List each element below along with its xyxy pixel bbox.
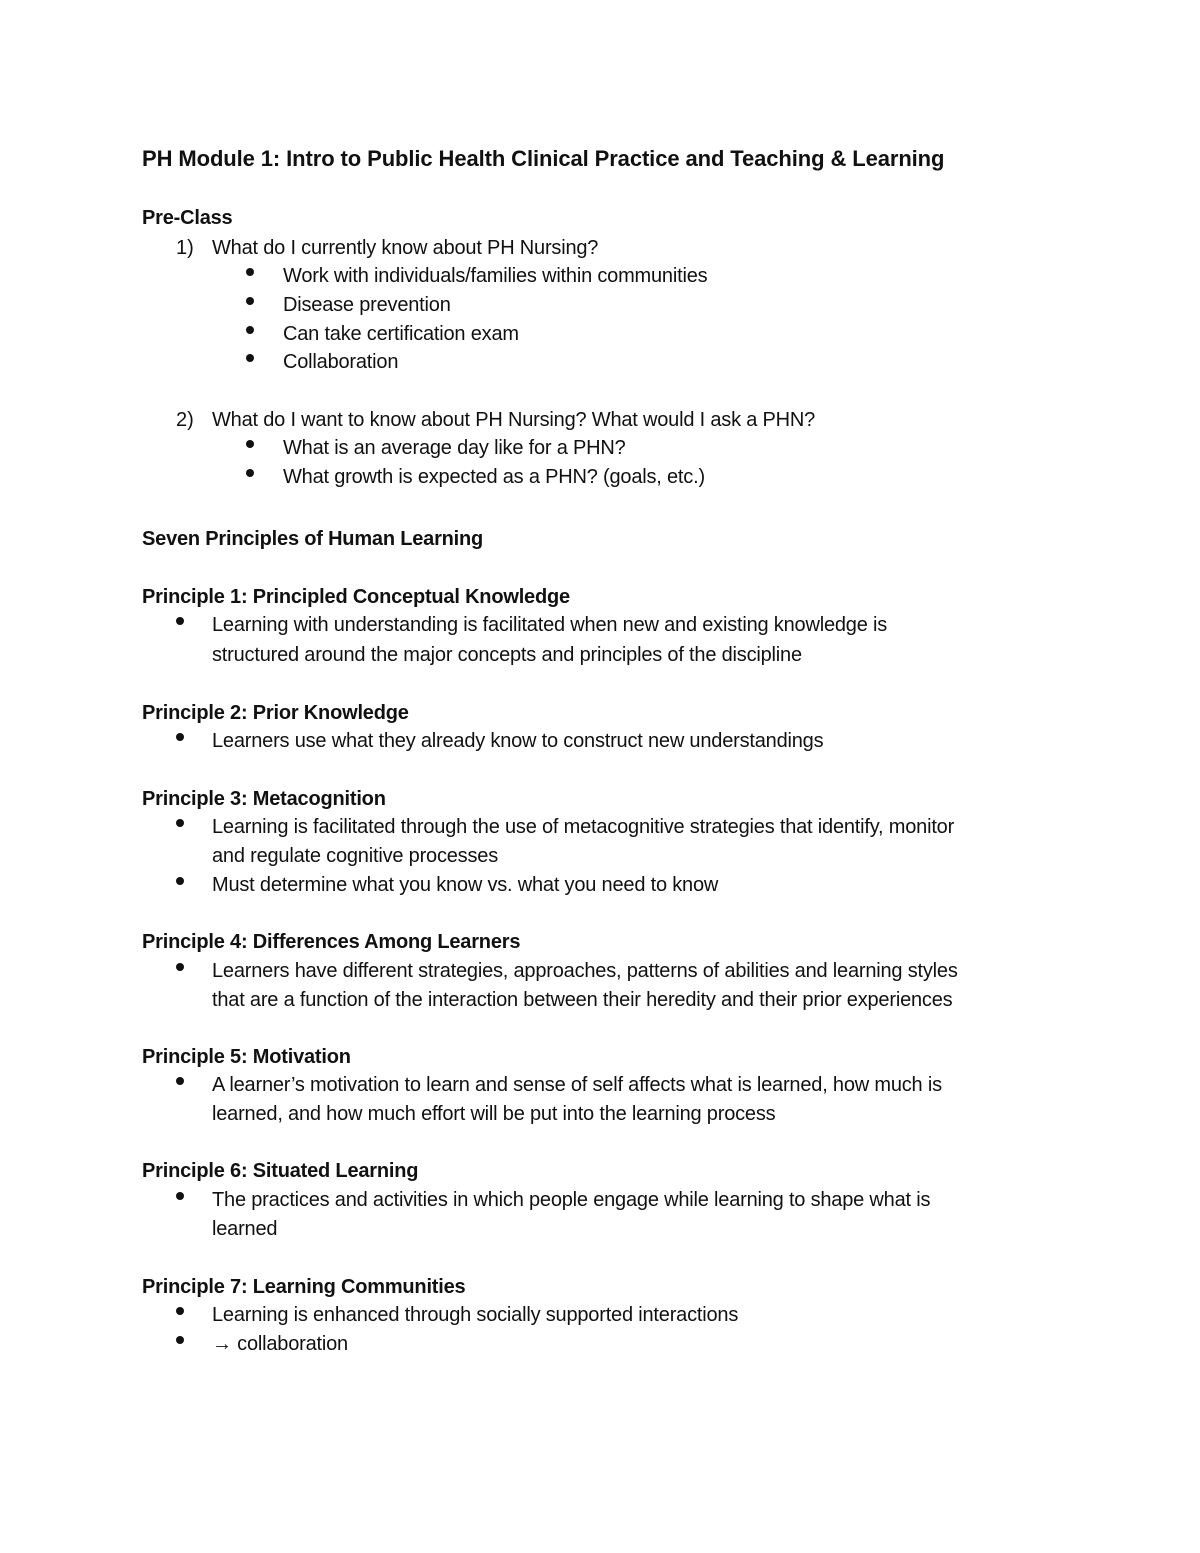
- bullet-icon: [176, 1077, 184, 1085]
- principle-heading: Principle 3: Metacognition: [142, 788, 386, 810]
- page-title: PH Module 1: Intro to Public Health Clinical Practice and Teaching & Learning: [142, 146, 945, 171]
- principle-heading: Principle 5: Motivation: [142, 1046, 351, 1068]
- bullet-icon: [246, 297, 254, 305]
- bullet-icon: [176, 1307, 184, 1315]
- principle-text: learned: [212, 1218, 278, 1240]
- bullet-icon: [246, 326, 254, 334]
- principle-text: structured around the major concepts and principles of the discipline: [212, 644, 802, 666]
- bullet-icon: [246, 268, 254, 276]
- bullet-icon: [176, 617, 184, 625]
- bullet-icon: [246, 440, 254, 448]
- bullet-icon: [176, 877, 184, 885]
- principle-text: learned, and how much effort will be put into the learning process: [212, 1103, 776, 1125]
- principle-heading: Principle 6: Situated Learning: [142, 1160, 419, 1182]
- bullet-icon: [246, 354, 254, 362]
- principle-text: that are a function of the interaction between their heredity and their prior experiences: [212, 989, 953, 1011]
- principle-text: Learning with understanding is facilitated when new and existing knowledge is: [212, 614, 888, 636]
- question-text: What do I currently know about PH Nursing?: [212, 237, 599, 259]
- question-number: 1): [176, 237, 194, 259]
- principle-text: The practices and activities in which people engage while learning to shape what is: [212, 1189, 931, 1211]
- principle-text: Learning is facilitated through the use of metacognitive strategies that identify, monitor: [212, 816, 955, 838]
- preclass-heading: Pre-Class: [142, 207, 233, 229]
- bullet-icon: [176, 1336, 184, 1344]
- bullet-icon: [176, 819, 184, 827]
- principle-heading: Principle 7: Learning Communities: [142, 1276, 466, 1298]
- principle-text: Learners have different strategies, approaches, patterns of abilities and learning styles: [212, 960, 958, 982]
- list-item: What is an average day like for a PHN?: [283, 437, 626, 459]
- principle-text: Learners use what they already know to construct new understandings: [212, 730, 824, 752]
- principle-text: → collaboration: [212, 1333, 348, 1355]
- principle-text: Must determine what you know vs. what you need to know: [212, 874, 719, 896]
- question-number: 2): [176, 409, 194, 431]
- principle-heading: Principle 1: Principled Conceptual Knowledge: [142, 586, 570, 608]
- section-heading: Seven Principles of Human Learning: [142, 528, 484, 550]
- principle-text: Learning is enhanced through socially supported interactions: [212, 1304, 739, 1326]
- principle-text: and regulate cognitive processes: [212, 845, 499, 867]
- principle-heading: Principle 2: Prior Knowledge: [142, 702, 409, 724]
- list-item: Disease prevention: [283, 294, 451, 316]
- bullet-icon: [176, 963, 184, 971]
- list-item: Collaboration: [283, 351, 399, 373]
- list-item: Can take certification exam: [283, 323, 519, 345]
- principle-heading: Principle 4: Differences Among Learners: [142, 931, 521, 953]
- bullet-icon: [176, 733, 184, 741]
- principle-text: A learner’s motivation to learn and sense of self affects what is learned, how much is: [212, 1074, 942, 1096]
- list-item: Work with individuals/families within communities: [283, 265, 708, 287]
- bullet-icon: [176, 1192, 184, 1200]
- question-text: What do I want to know about PH Nursing? What would I ask a PHN?: [212, 409, 816, 431]
- list-item: What growth is expected as a PHN? (goals, etc.): [283, 466, 705, 488]
- bullet-icon: [246, 469, 254, 477]
